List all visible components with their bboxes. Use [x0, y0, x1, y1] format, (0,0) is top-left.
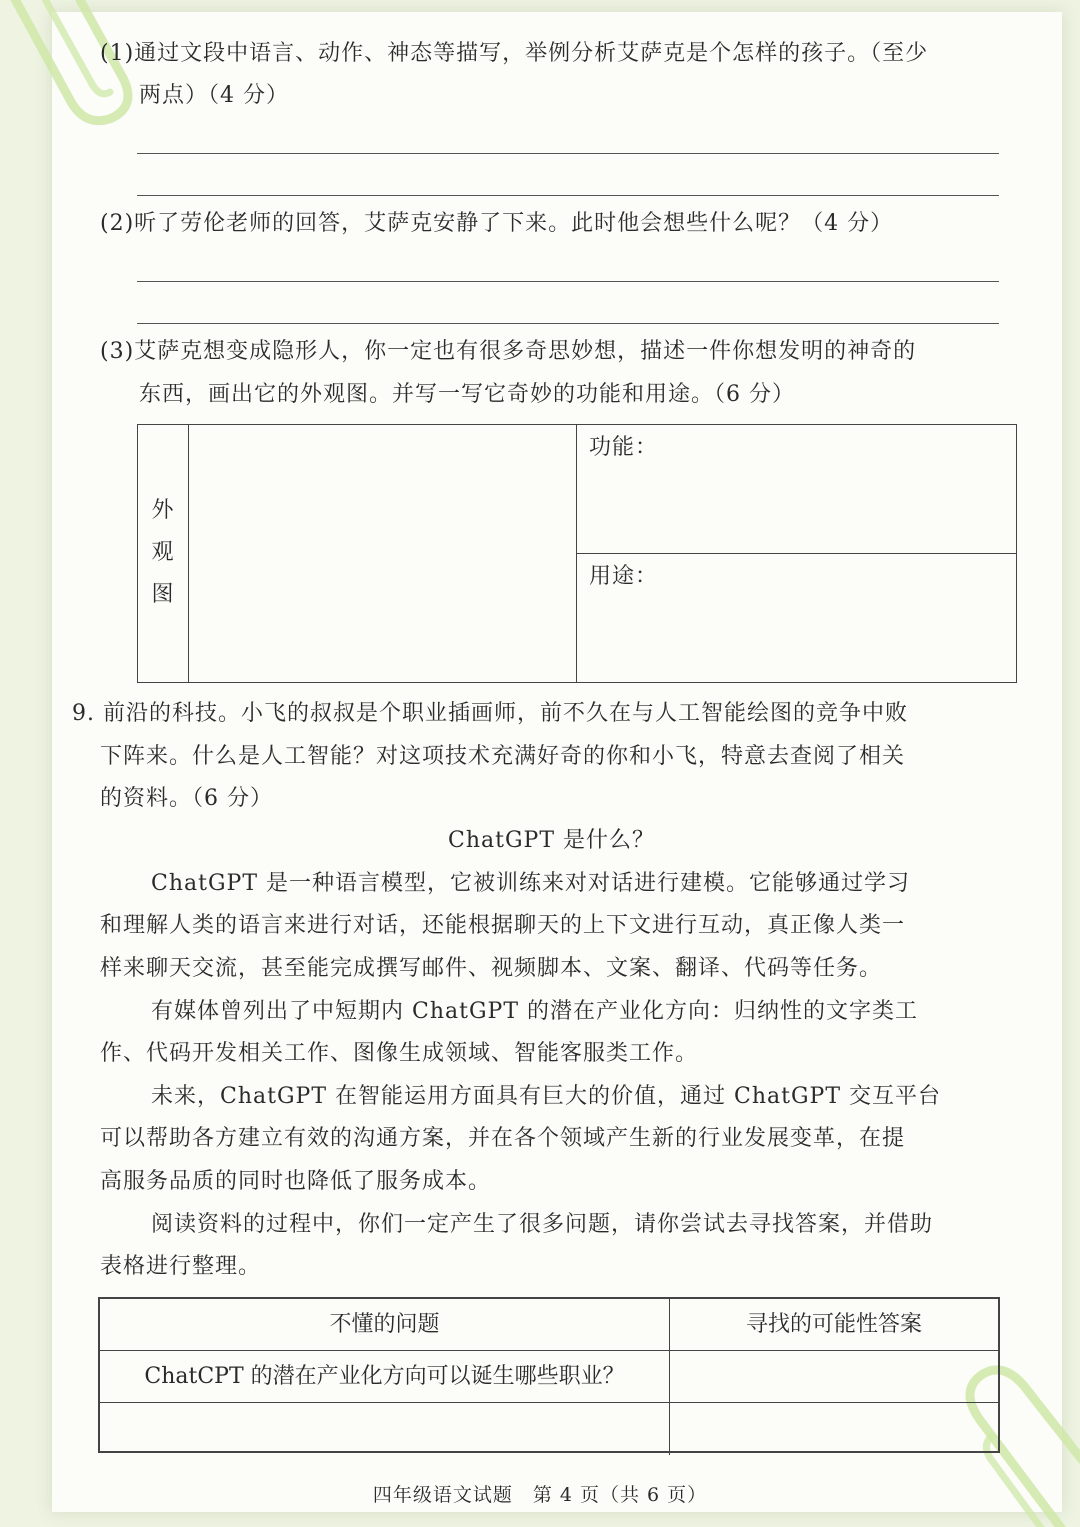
article-text: 和理解人类的语言来进行对话，还能根据聊天的上下文进行互动，真正像人类一	[100, 913, 906, 938]
answer-line[interactable]	[137, 153, 999, 154]
instruction-text: 阅读资料的过程中，你们一定产生了很多问题，请你尝试去寻找答案，并借助	[151, 1212, 934, 1237]
q8-3-line1: (3)艾萨克想变成隐形人，你一定也有很多奇思妙想，描述一件你想发明的神奇的	[100, 339, 917, 364]
article-title: ChatGPT 是什么？	[448, 828, 656, 853]
side-label	[137, 490, 188, 616]
usage-label: 用途：	[589, 564, 659, 589]
q9-line3: 的资料。（6 分）	[100, 786, 273, 811]
article-text: 可以帮助各方建立有效的沟通方案，并在各个领域产生新的行业发展变革，在提	[100, 1126, 906, 1151]
q8-2-line1: (2)听了劳伦老师的回答，艾萨克安静了下来。此时他会想些什么呢？（4 分）	[100, 211, 894, 236]
q8-1-line2: 两点）（4 分）	[139, 83, 289, 108]
article-text: 作、代码开发相关工作、图像生成领域、智能客服类工作。	[100, 1041, 699, 1066]
table-cell-answer[interactable]	[670, 1351, 998, 1402]
q9-line2: 下阵来。什么是人工智能？对这项技术充满好奇的你和小飞，特意去查阅了相关	[100, 744, 906, 769]
function-label: 功能：	[589, 435, 659, 460]
table-cell-question[interactable]	[100, 1403, 670, 1455]
article-text: 有媒体曾列出了中短期内 ChatGPT 的潜在产业化方向：归纳性的文字类工	[151, 999, 918, 1024]
article-text: 高服务品质的同时也降低了服务成本。	[100, 1169, 492, 1194]
side-label-char: 观	[151, 540, 174, 565]
answer-line[interactable]	[137, 281, 999, 282]
q8-3-line2: 东西，画出它的外观图。并写一写它奇妙的功能和用途。（6 分）	[139, 382, 795, 407]
table-row	[100, 1351, 998, 1403]
table-header-question: 不懂的问题	[100, 1299, 670, 1350]
drawing-table	[137, 424, 1017, 683]
table-row	[100, 1403, 998, 1455]
side-label-char: 图	[151, 582, 174, 607]
question-table	[98, 1297, 1000, 1453]
table-cell-answer[interactable]	[670, 1403, 998, 1455]
drawing-area[interactable]	[189, 425, 577, 682]
table-header-answer: 寻找的可能性答案	[745, 1312, 922, 1337]
table-cell-question: ChatCPT 的潜在产业化方向可以诞生哪些职业？	[100, 1351, 670, 1402]
answer-line[interactable]	[137, 195, 999, 196]
usage-cell[interactable]	[577, 554, 1016, 682]
side-label-char: 外	[151, 498, 174, 523]
answer-line[interactable]	[137, 323, 999, 324]
function-cell[interactable]	[577, 425, 1016, 554]
q9-line1: 9. 前沿的科技。小飞的叔叔是个职业插画师，前不久在与人工智能绘图的竞争中败	[72, 701, 908, 726]
table-header-row	[100, 1299, 998, 1351]
instruction-text: 表格进行整理。	[100, 1254, 262, 1279]
q8-1-line1: (1)通过文段中语言、动作、神态等描写，举例分析艾萨克是个怎样的孩子。（至少	[100, 41, 929, 66]
page-footer: 四年级语文试题 第 4 页（共 6 页）	[372, 1484, 708, 1506]
article-text: 未来，ChatGPT 在智能运用方面具有巨大的价值，通过 ChatGPT 交互平台	[151, 1084, 942, 1109]
article-text: ChatGPT 是一种语言模型，它被训练来对对话进行建模。它能够通过学习	[151, 871, 911, 896]
article-text: 样来聊天交流，甚至能完成撰写邮件、视频脚本、文案、翻译、代码等任务。	[100, 956, 883, 981]
